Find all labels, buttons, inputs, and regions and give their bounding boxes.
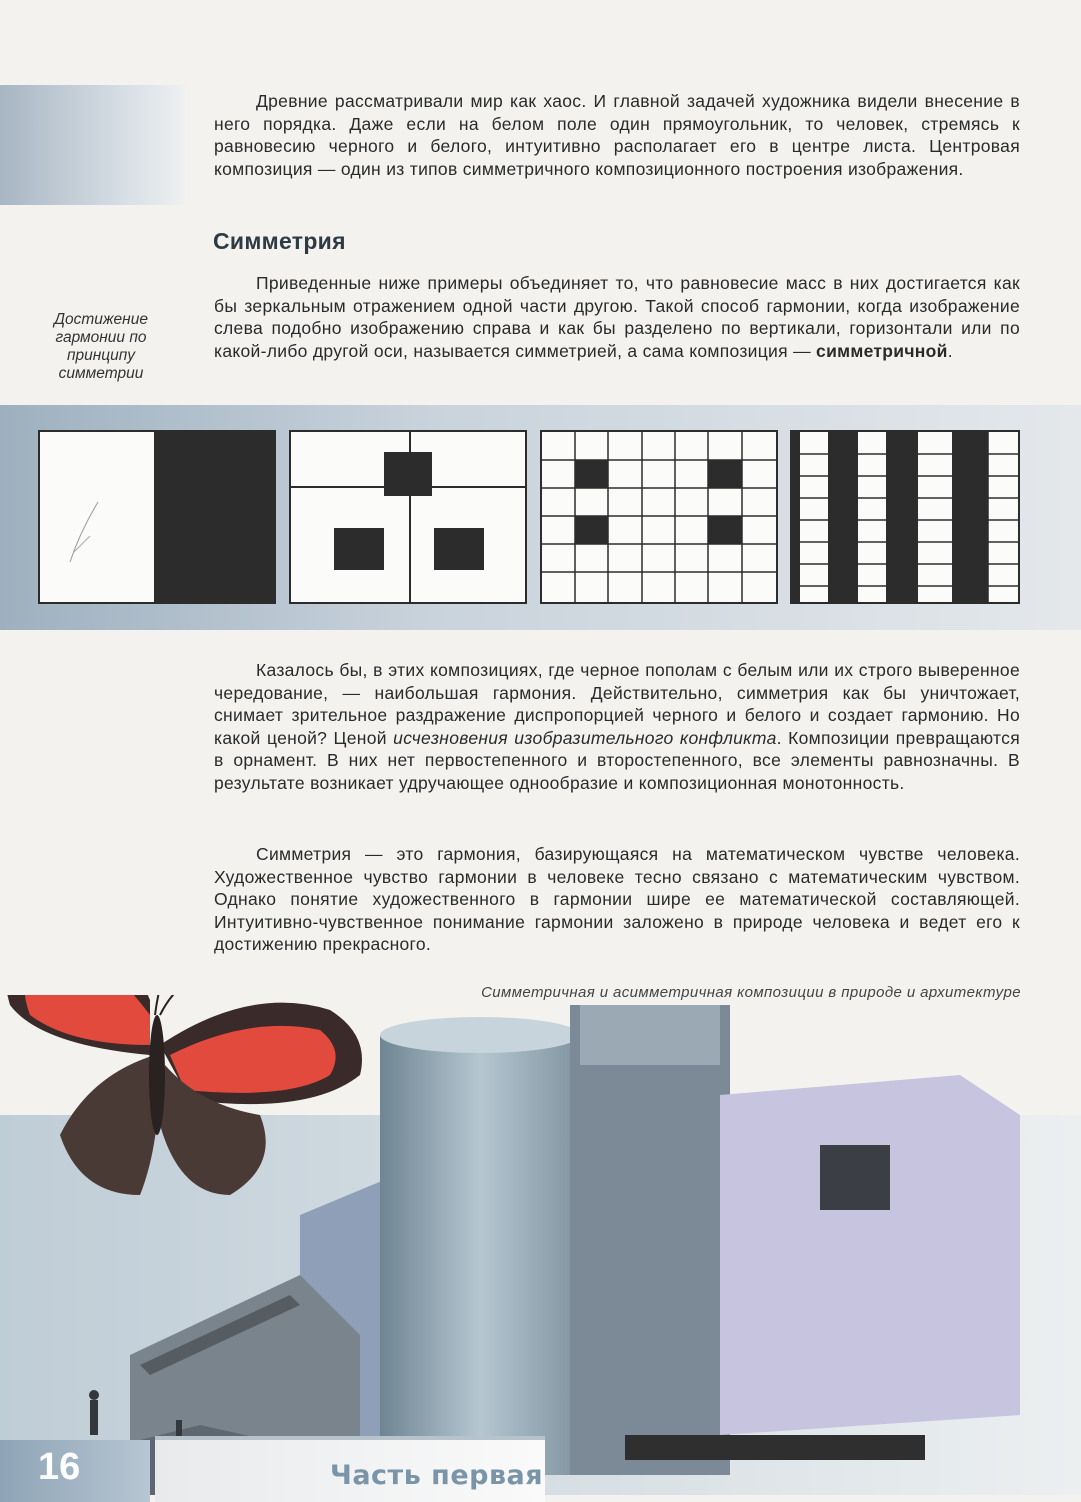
- figure-caption: Симметричная и асимметричная композиции в природе и архитектуре: [481, 984, 1021, 1001]
- composition-stripes: [790, 430, 1020, 604]
- composition-half-black: [38, 430, 276, 604]
- section-heading: Симметрия: [213, 228, 346, 254]
- intro-paragraph: Древние рассматривали мир как хаос. И главной задачей художника видели внесение в него порядка. Даже если на белом поле один прямоугольник, то человек, стремясь к равновесию черного и белого, интуитивно располагает его в центре листа. Центровая композиция — один из типов симметричного композиционного построения изображения.: [214, 91, 1020, 179]
- symmetry-paragraph: Приведенные ниже примеры объединяет то, что равновесие масс в них достигается как бы зеркальным отражением одной части другою. Такой способ гармонии, когда изображение слева подобно изображению справа и как бы разделено по вертикали, горизонтали или по какой-либо другой оси, называется симметрией, а сама композиция — симметричной.: [214, 273, 1020, 361]
- butterfly-architecture-illustration: [0, 995, 1081, 1495]
- composition-three-blocks: [289, 430, 527, 604]
- harmony-paragraph: Казалось бы, в этих композициях, где черное пополам с белым или их строго выверенное чередование, — наибольшая гармония. Действительно, симметрия как бы уничтожает, снимает зрительное раздражение диспропорцией черного и белого и создает гармонию. Но какой ценой? Ценой исчезновения изобразительного конфликта. Композиции превращаются в орнамент. В них нет первостепенного и второстепенного, все элементы равнозначны. В результате возникает удручающее однообразие и композиционная монотонность.: [214, 660, 1020, 793]
- composition-grid-four: [540, 430, 778, 604]
- math-paragraph: Симметрия — это гармония, базирующаяся на математическом чувстве человека. Художественное чувство гармонии в человеке тесно связано с математическим чувством. Однако понятие художественного в гармонии шире ее математической составляющей. Интуитивно-чувственное понимание гармонии заложено в природе человека и ведет его к достижению прекрасного.: [214, 844, 1020, 954]
- margin-note: Достижение гармонии по принципу симметрии: [54, 311, 148, 382]
- side-band-top: [0, 85, 185, 205]
- page-number: 16: [38, 1446, 81, 1488]
- pencil-sketch-mark: [60, 492, 110, 572]
- part-title: Часть первая: [330, 1460, 544, 1491]
